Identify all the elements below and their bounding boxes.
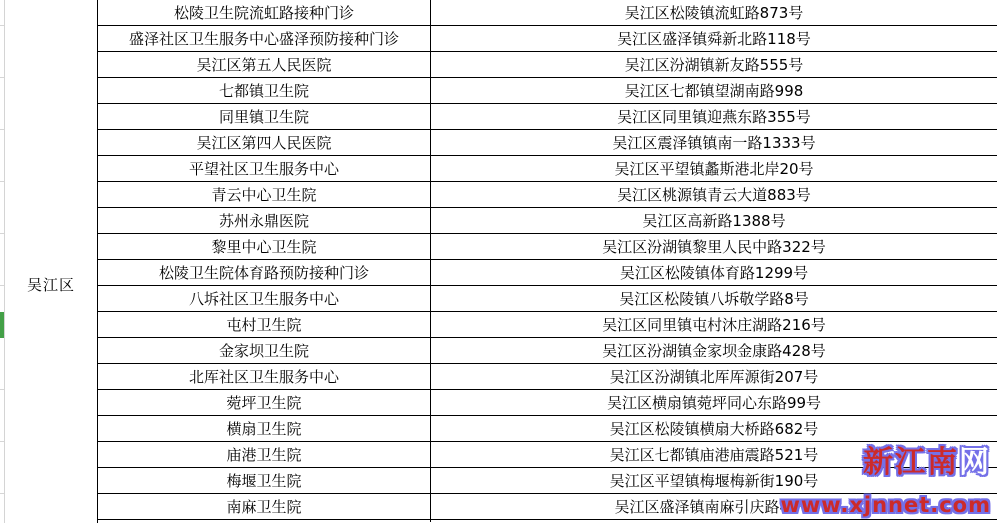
watermark-title-main: 新江南 xyxy=(863,445,959,480)
facility-name-cell[interactable]: 屯村卫生院 xyxy=(98,312,431,337)
address-cell[interactable]: 吴江区震泽镇镇南一路1333号 xyxy=(612,134,816,152)
gridline-tick xyxy=(0,389,4,390)
gridline-tick xyxy=(0,493,4,494)
table-row xyxy=(98,52,997,78)
address-cell[interactable]: 吴江区平望镇梅堰梅新街190号 xyxy=(609,472,819,490)
table-row xyxy=(98,78,997,104)
address-cell[interactable]: 吴江区桃源镇青云大道883号 xyxy=(617,186,811,204)
table-row xyxy=(98,156,997,182)
table-row-stub xyxy=(98,520,997,522)
address-cell[interactable]: 吴江区盛泽镇南麻引庆路44号 xyxy=(614,498,814,516)
district-label: 吴江区 xyxy=(26,276,75,294)
address-cell[interactable]: 吴江区汾湖镇黎里人民中路322号 xyxy=(602,238,826,256)
facility-name-cell[interactable]: 吴江区第四人民医院 xyxy=(98,130,431,155)
table-row xyxy=(98,260,997,286)
address-cell[interactable]: 吴江区七都镇望湖南路998 xyxy=(624,82,804,100)
table-row xyxy=(98,104,997,130)
table-row xyxy=(98,442,997,468)
gridline-tick xyxy=(0,233,4,234)
facility-name-cell[interactable]: 苏州永鼎医院 xyxy=(98,208,431,233)
address-cell[interactable]: 吴江区平望镇蠡斯港北岸20号 xyxy=(614,160,814,178)
table-row xyxy=(98,390,997,416)
address-cell[interactable]: 吴江区松陵镇流虹路873号 xyxy=(624,4,804,22)
facility-name-cell[interactable]: 黎里中心卫生院 xyxy=(98,234,431,259)
table-row xyxy=(98,364,997,390)
facility-name-cell[interactable]: 同里镇卫生院 xyxy=(98,104,431,129)
facility-name-cell[interactable]: 吴江区第五人民医院 xyxy=(98,52,431,77)
address-cell[interactable]: 吴江区同里镇迎燕东路355号 xyxy=(617,108,811,126)
table-row xyxy=(98,312,997,338)
table-row xyxy=(98,0,997,26)
facility-name-cell[interactable]: 金家坝卫生院 xyxy=(98,338,431,363)
address-cell-stub xyxy=(431,520,997,522)
table-row xyxy=(98,468,997,494)
facility-name-cell-stub xyxy=(98,520,431,522)
table-row xyxy=(98,130,997,156)
facility-name-cell[interactable]: 七都镇卫生院 xyxy=(98,78,431,103)
address-cell[interactable]: 吴江区同里镇屯村沐庄湖路216号 xyxy=(602,316,826,334)
facility-name-cell[interactable]: 盛泽社区卫生服务中心盛泽预防接种门诊 xyxy=(98,26,431,51)
address-cell[interactable]: 吴江区汾湖镇金家坝金康路428号 xyxy=(602,342,826,360)
facility-name-cell[interactable]: 梅堰卫生院 xyxy=(98,468,431,493)
address-cell[interactable]: 吴江区盛泽镇舜新北路118号 xyxy=(617,30,811,48)
table-row xyxy=(98,286,997,312)
table-body xyxy=(98,0,997,520)
facility-name-cell[interactable]: 八坼社区卫生服务中心 xyxy=(98,286,431,311)
facility-name-cell[interactable]: 南麻卫生院 xyxy=(98,494,431,519)
facility-name-cell[interactable]: 青云中心卫生院 xyxy=(98,182,431,207)
table-row xyxy=(98,234,997,260)
facility-name-cell[interactable]: 松陵卫生院体育路预防接种门诊 xyxy=(98,260,431,285)
facility-name-cell[interactable]: 菀坪卫生院 xyxy=(98,390,431,415)
address-cell[interactable]: 吴江区汾湖镇北厍厍源街207号 xyxy=(609,368,819,386)
address-cell[interactable]: 吴江区七都镇庙港庙震路521号 xyxy=(609,446,819,464)
table-row xyxy=(98,182,997,208)
facility-name-cell[interactable]: 北厍社区卫生服务中心 xyxy=(98,364,431,389)
facility-name-cell[interactable]: 横扇卫生院 xyxy=(98,416,431,441)
district-merged-cell[interactable] xyxy=(5,0,97,523)
address-cell[interactable]: 吴江区汾湖镇新友路555号 xyxy=(624,56,804,74)
gridline-tick xyxy=(0,441,4,442)
address-cell[interactable]: 吴江区松陵镇横扇大桥路682号 xyxy=(609,420,819,438)
watermark-url: www.xjnnet.com xyxy=(780,493,991,517)
address-cell[interactable]: 吴江区松陵镇体育路1299号 xyxy=(619,264,809,282)
gridline-tick xyxy=(0,77,4,78)
table-row xyxy=(98,338,997,364)
address-cell[interactable]: 吴江区横扇镇菀坪同心东路99号 xyxy=(606,394,822,412)
clinic-table xyxy=(97,0,997,523)
facility-name-cell[interactable]: 庙港卫生院 xyxy=(98,442,431,467)
table-row xyxy=(98,416,997,442)
watermark-title-last: 网 xyxy=(959,445,991,480)
table-row xyxy=(98,208,997,234)
table-row xyxy=(98,26,997,52)
selection-marker xyxy=(0,312,4,338)
address-cell[interactable]: 吴江区松陵镇八坼敬学路8号 xyxy=(619,290,809,308)
gridline-tick xyxy=(0,181,4,182)
facility-name-cell[interactable]: 松陵卫生院流虹路接种门诊 xyxy=(98,0,431,25)
gridline-tick xyxy=(0,129,4,130)
table-row xyxy=(98,494,997,520)
gridline-tick xyxy=(0,25,4,26)
gridline-tick xyxy=(0,285,4,286)
facility-name-cell[interactable]: 平望社区卫生服务中心 xyxy=(98,156,431,181)
address-cell[interactable]: 吴江区高新路1388号 xyxy=(642,212,786,230)
